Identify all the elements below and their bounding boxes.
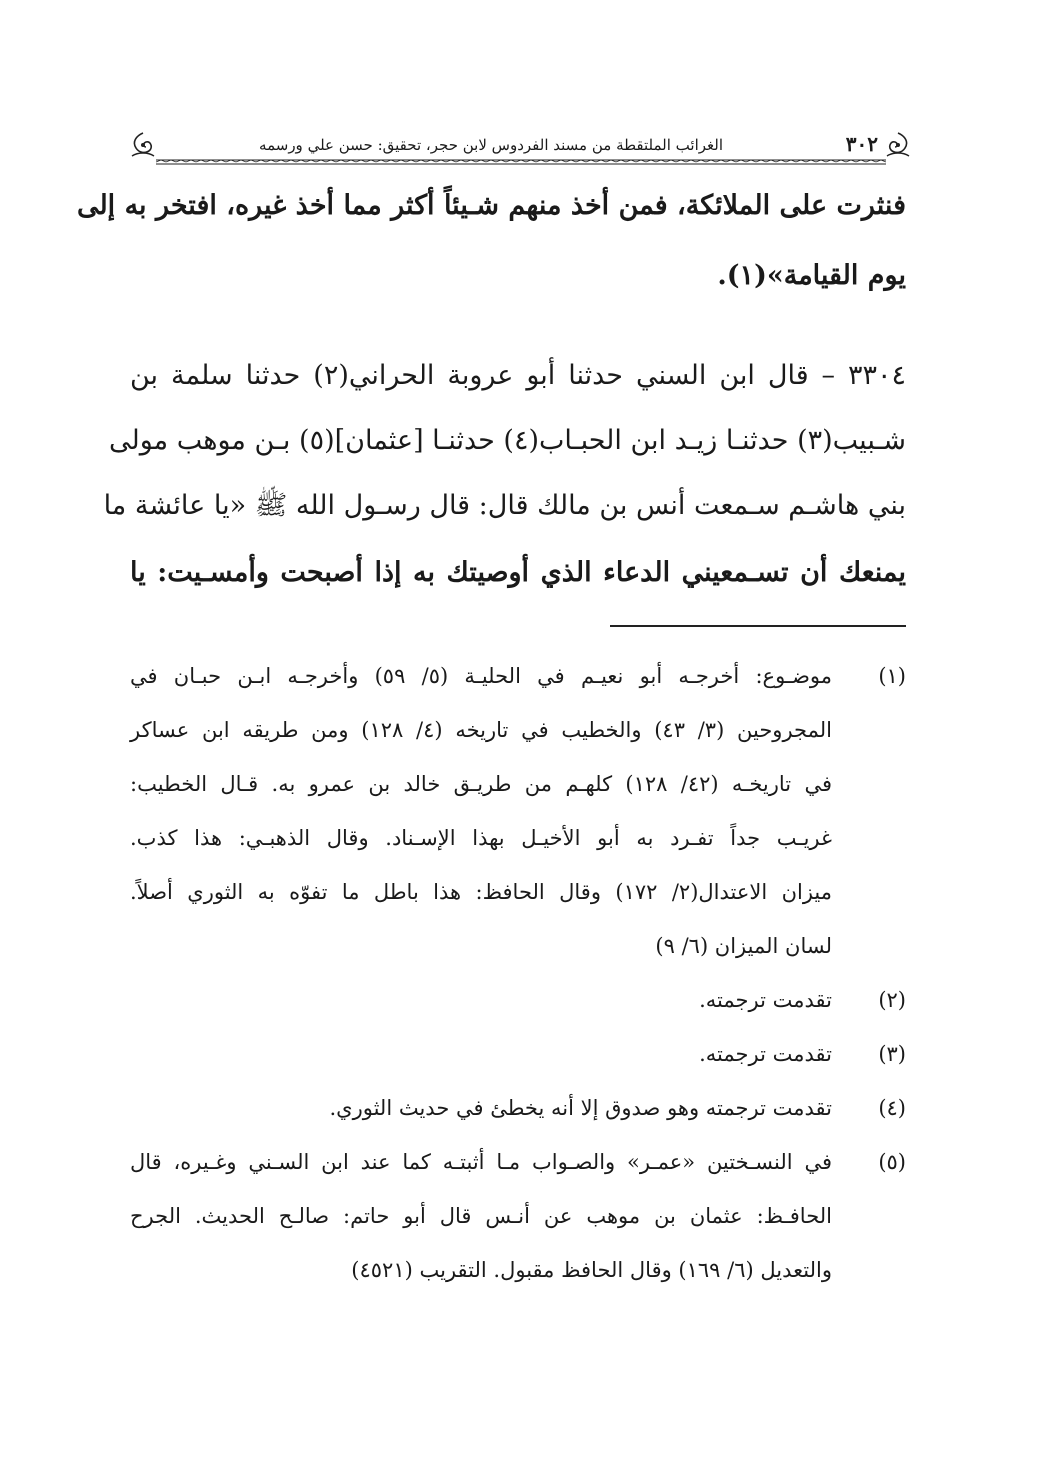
footnote-line: غريـب جداً تفـرد به أبو الأخيـل بهذا الإسـناد. وقال الذهبـي: هذا كذب.	[130, 826, 832, 850]
footnote-number: (٣)	[878, 1042, 906, 1066]
footnote	[130, 1042, 906, 1080]
footnote	[130, 664, 906, 702]
body-line: شـبيب(٣) حدثنـا زيـد ابن الحبـاب(٤) حدثنـا [عثمان](٥) بـن موهب مولى	[109, 425, 906, 456]
header-rule	[156, 159, 886, 165]
body-line: ٣٣٠٤ – قال ابن السني حدثنا أبو عروبة الحراني(٢) حدثنا سلمة بن	[130, 360, 906, 391]
running-header	[128, 128, 913, 168]
footnote-line: تقدمت ترجمته.	[699, 1042, 832, 1066]
footnote-line: الحافـظ: عثمان بن موهب عن أنـس قال أبو حاتم: صالـح الحديث. الجرح	[130, 1204, 832, 1228]
footnote-line: تقدمت ترجمته.	[699, 988, 832, 1012]
footnote-continuation	[130, 880, 906, 918]
footnote	[130, 988, 906, 1026]
body-line: بني هاشـم سـمعت أنس بن مالك قال: قال رسـول الله ﷺ «يا عائشة ما	[103, 490, 906, 521]
footnote-number: (٤)	[878, 1096, 906, 1120]
footnote-continuation	[130, 1204, 906, 1242]
body-line: يمنعك أن تسـمعيني الدعاء الذي أوصيتك به إذا أصبحت وأمسـيت: يا	[130, 557, 906, 588]
ornament-icon	[128, 130, 158, 160]
page-number: ٣٠٢	[845, 132, 878, 156]
footnote-continuation	[130, 718, 906, 756]
footnote-continuation	[130, 1258, 906, 1296]
footnote-divider	[610, 625, 906, 627]
body-line: يوم القيامة»(١).	[717, 260, 906, 291]
footnote-line: المجروحين (٣/ ٤٣) والخطيب في تاريخه (٤/ ١٢٨) ومن طريقه ابن عساكر	[130, 718, 832, 742]
body-line: فنثرت على الملائكة، فمن أخذ منهم شـيئاً أكثر مما أخذ غيره، افتخر به إلى	[76, 190, 906, 221]
footnote-line: لسان الميزان (٦/ ٩)	[655, 934, 832, 958]
footnote	[130, 1096, 906, 1134]
footnote	[130, 1150, 906, 1188]
footnote-line: ميزان الاعتدال(٢/ ١٧٢) وقال الحافظ: هذا باطل ما تفوّه به الثوري أصلاً.	[130, 880, 832, 904]
footnote-continuation	[130, 772, 906, 810]
footnote-number: (١)	[878, 664, 906, 688]
footnote-number: (٥)	[878, 1150, 906, 1174]
footnote-line: موضـوع: أخرجـه أبو نعيـم في الحليـة (٥/ ٥٩) وأخرجـه ابـن حبـان في	[130, 664, 832, 688]
footnote-line: في النسـختين «عمـر» والصـواب مـا أثبتـه كما عند ابن السـني وغـيره، قال	[130, 1150, 832, 1174]
footnote-line: تقدمت ترجمته وهو صدوق إلا أنه يخطئ في حديث الثوري.	[329, 1096, 832, 1120]
footnote-line: والتعديل (٦/ ١٦٩) وقال الحافظ مقبول. التقريب (٤٥٢١)	[351, 1258, 832, 1282]
footnote-continuation	[130, 826, 906, 864]
running-title: الغرائب الملتقطة من مسند الفردوس لابن حجر، تحقيق: حسن علي ورسمه	[259, 136, 723, 154]
footnote-number: (٢)	[878, 988, 906, 1012]
ornament-icon	[883, 130, 913, 160]
footnote-line: في تاريخـه (٤٢/ ١٢٨) كلهـم من طريـق خالد بن عمرو به. قـال الخطيب:	[130, 772, 832, 796]
footnote-continuation	[130, 934, 906, 972]
